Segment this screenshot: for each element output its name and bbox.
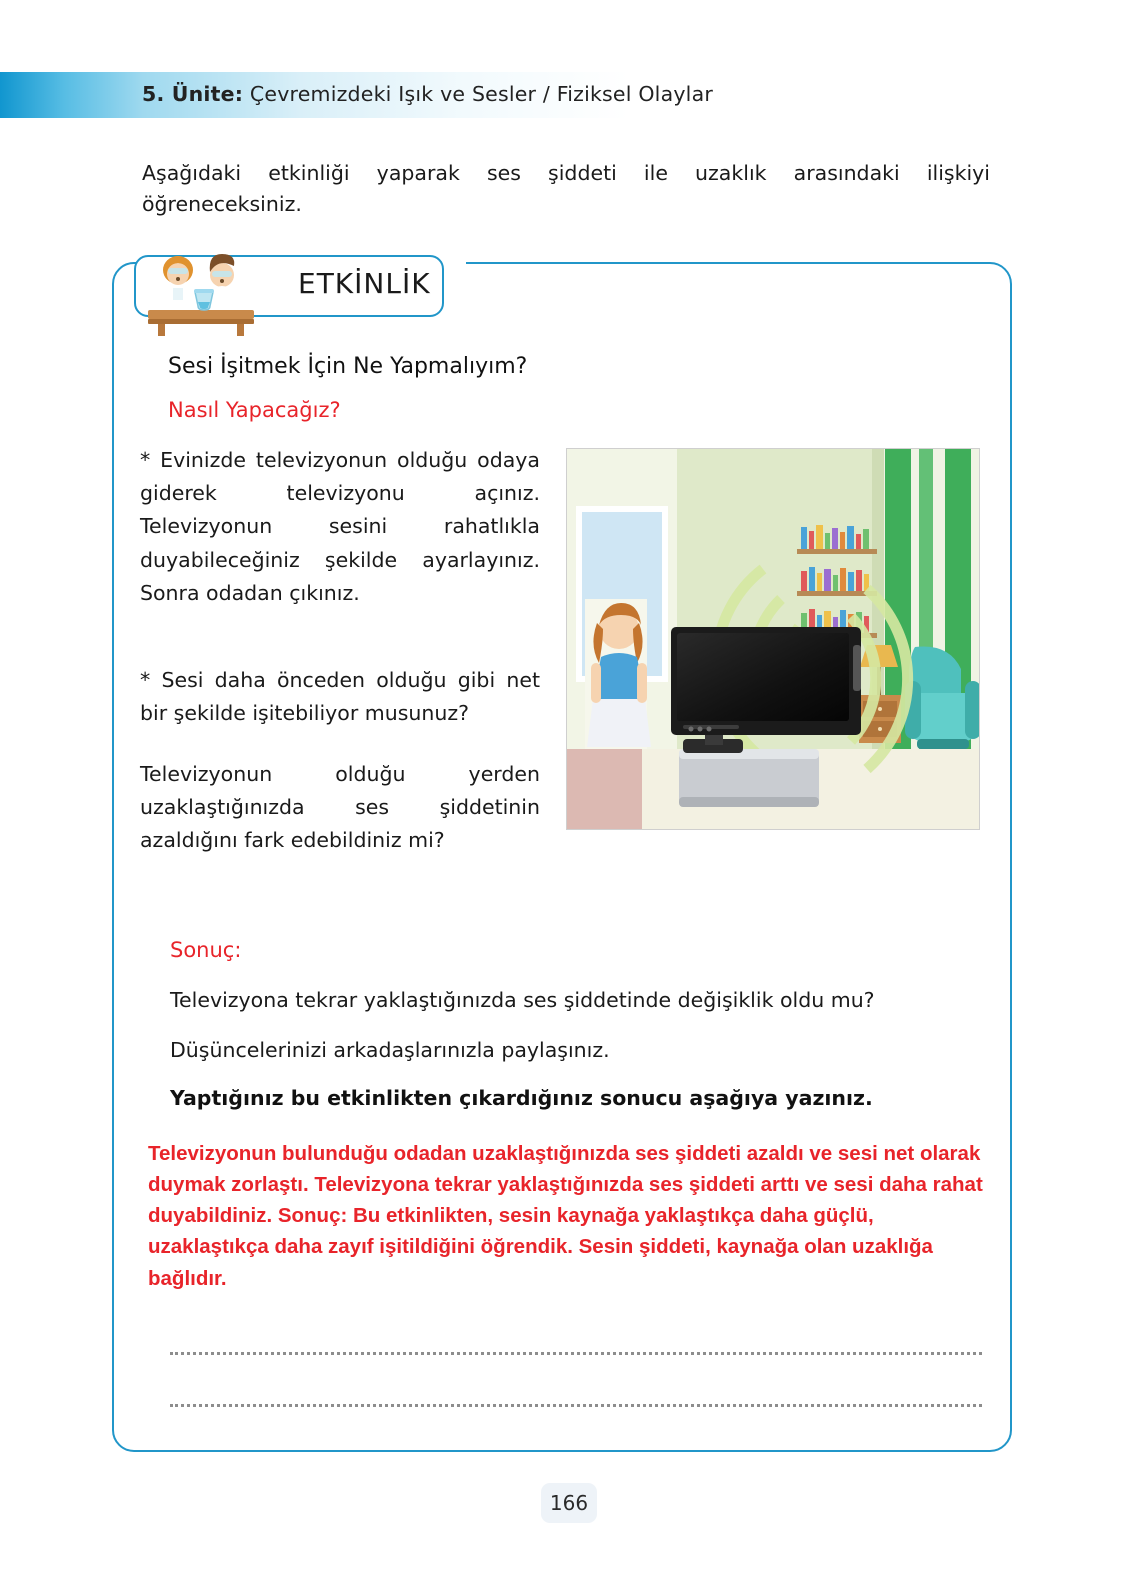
handwritten-answer: Televizyonun bulunduğu odadan uzaklaştığınızda ses şiddeti azaldı ve sesi net olarak duymak zorlaştı. Televizyona tekrar yaklaştığınızda ses şiddeti arttı ve sesi daha rahat duyabildiniz. Sonuç: Bu etkinlikten, sesin kaynağa yaklaştıkça daha güçlü, uzaklaştıkça daha zayıf işitildiğini öğrendik. Sesin şiddeti, kaynağa olan uzaklığa bağlıdır. <box>148 1142 983 1290</box>
activity-title: Sesi İşitmek İçin Ne Yapmalıyım? <box>168 354 528 379</box>
activity-step-3: Televizyonun olduğu yerden uzaklaştığınızda ses şiddetinin azaldığını fark edebildiniz mi? <box>140 762 540 853</box>
answer-line-1[interactable] <box>170 1352 982 1355</box>
result-question-2: Düşüncelerinizi arkadaşlarınızla paylaşınız. <box>170 1038 610 1062</box>
activity-howto-label: Nasıl Yapacağız? <box>168 398 341 422</box>
result-label: Sonuç: <box>170 938 242 962</box>
living-room-television-illustration <box>566 448 980 830</box>
unit-header-text <box>142 82 713 106</box>
result-question-1: Televizyona tekrar yaklaştığınızda ses şiddetinde değişiklik oldu mu? <box>170 988 875 1012</box>
scientists-illustration-icon <box>142 248 260 338</box>
intro-paragraph: Aşağıdaki etkinliği yaparak ses şiddeti ile uzaklık arasındaki ilişkiyi öğreneceksiniz. <box>142 161 990 216</box>
unit-number: 5. Ünite: <box>142 82 244 106</box>
unit-subject: Çevremizdeki Işık ve Sesler / Fiziksel Olaylar <box>243 82 713 106</box>
page-number: 166 <box>541 1483 597 1523</box>
write-instruction: Yaptığınız bu etkinlikten çıkardığınız sonucu aşağıya yazınız. <box>170 1086 873 1110</box>
answer-line-2[interactable] <box>170 1404 982 1407</box>
activity-step-2: * Sesi daha önceden olduğu gibi net bir şekilde işitebiliyor musunuz? <box>140 668 540 726</box>
activity-step-1: * Evinizde televizyonun olduğu odaya giderek televizyonu açınız. Televizyonun sesini rahatlıkla duyabileceğiniz şekilde ayarlayınız. Sonra odadan çıkınız. <box>140 448 540 605</box>
activity-tab-label: ETKİNLİK <box>298 267 431 300</box>
